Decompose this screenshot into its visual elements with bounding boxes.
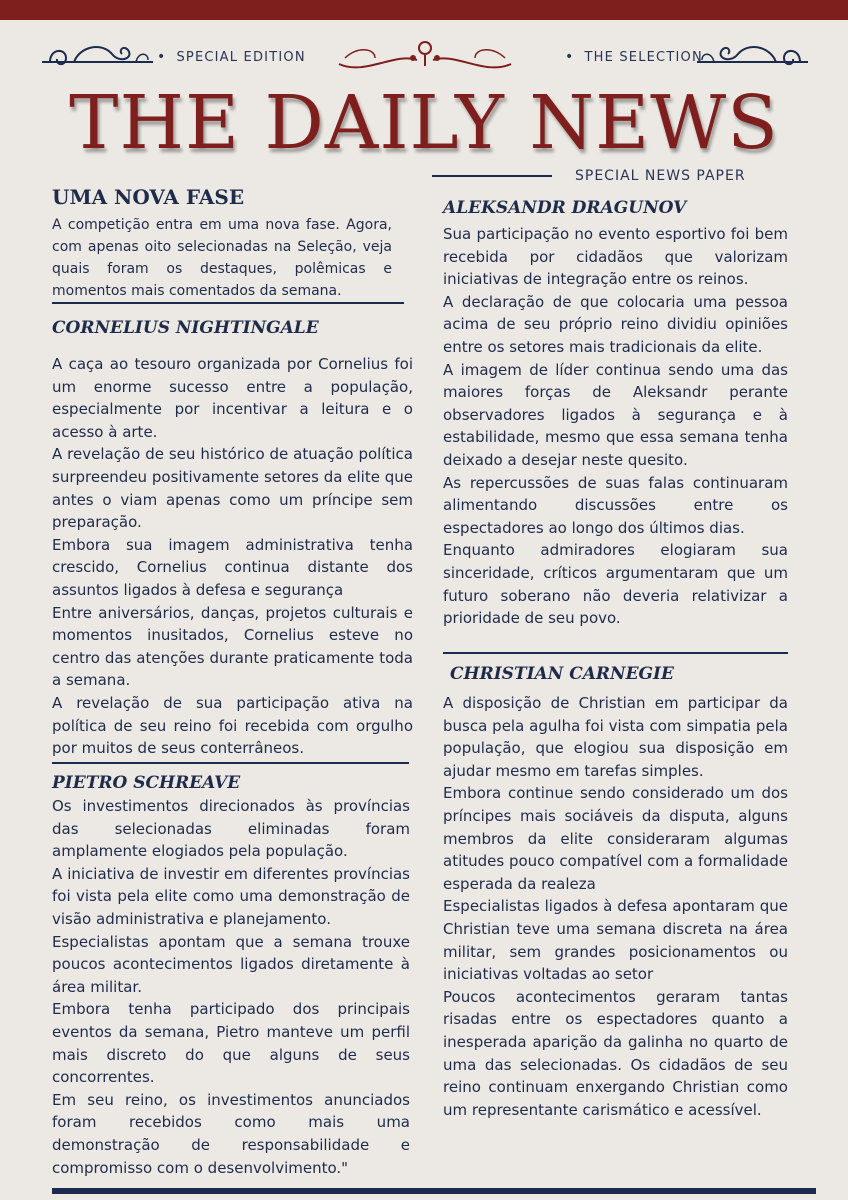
- scroll-ornament-left: [40, 36, 155, 78]
- paragraph: Especialistas ligados à defesa apontaram que Christian teve uma semana discreta na área militar, sem grandes posicionamentos ou iniciativas voltadas ao setor: [443, 897, 788, 984]
- paragraph: A caça ao tesouro organizada por Cornelius foi um enorme sucesso entre a população, especialmente por incentivar a leitura e o acesso à arte.: [52, 355, 413, 441]
- subhead: SPECIAL NEWS PAPER: [575, 168, 746, 184]
- paragraph: A revelação de sua participação ativa na política de seu reino foi recebida com orgulho por muitos de seus conterrâneos.: [52, 693, 413, 758]
- masthead-title: THE DAILY NEWS: [69, 80, 779, 166]
- article-title-pietro: PIETRO SCHREAVE: [52, 773, 241, 793]
- paragraph: Sua participação no evento esportivo foi bem recebida por cidadãos que valorizam iniciativas de integração entre os reinos.: [443, 225, 788, 289]
- article-title-christian: CHRISTIAN CARNEGIE: [450, 664, 674, 684]
- intro-text: A competição entra em uma nova fase. Agora, com apenas oito selecionadas na Seleção, veja quais foram os destaques, polêmicas e momentos mais comentados da semana.: [52, 217, 392, 299]
- paragraph: Embora sua imagem administrativa tenha crescido, Cornelius continua distante dos assuntos ligados à defesa e segurança: [52, 535, 413, 599]
- paragraph: Em seu reino, os investimentos anunciados foram recebidos como mais uma demonstração de responsabilidade e compromisso com o desenvolvimento.": [52, 1090, 410, 1177]
- edition-tag-left: [157, 49, 306, 65]
- paragraph: A disposição de Christian em participar da busca pela agulha foi vista com simpatia pela população, que elogiou sua disposição em ajudar mesmo em tarefas simples.: [443, 694, 788, 780]
- article-body-pietro: [52, 795, 410, 1179]
- top-color-bar: [0, 0, 848, 20]
- article-title-cornelius: CORNELIUS NIGHTINGALE: [52, 318, 319, 338]
- edition-tag-right: [565, 49, 703, 65]
- article-title-aleksandr: ALEKSANDR DRAGUNOV: [443, 198, 687, 218]
- paragraph: Poucos acontecimentos geraram tantas risadas entre os espectadores quanto a inesperada aparição da galinha no quarto de uma das selecionadas. Os cidadãos de seu reino continuam enxergando Christian como um representante carismático e acessível.: [443, 987, 788, 1119]
- scroll-ornament-right: [695, 36, 810, 78]
- paragraph: A imagem de líder continua sendo uma das maiores forças de Aleksandr perante observadores ligados à segurança e à estabilidade, mesmo que essa semana tenha deixado a desejar neste quesito.: [443, 360, 788, 469]
- paragraph: Embora continue sendo considerado um dos príncipes mais sociáveis da disputa, alguns membros da elite consideraram algumas atitudes pouco compatível com a formalidade esperada da realeza: [443, 784, 788, 893]
- divider: [443, 652, 788, 654]
- bullet-icon: •: [565, 49, 575, 65]
- paragraph: Embora tenha participado dos principais eventos da semana, Pietro manteve um perfil mais discreto do que alguns de seus concorrentes.: [52, 1000, 410, 1087]
- paragraph: Enquanto admiradores elogiaram sua sinceridade, críticos argumentaram que um futuro soberano não deveria relativizar a prioridade de seu povo.: [443, 541, 788, 628]
- article-body-aleksandr: [443, 223, 788, 630]
- divider: [52, 302, 404, 304]
- divider: [432, 175, 552, 177]
- paragraph: Os investimentos direcionados às províncias das selecionadas eliminadas foram amplamente elogiados pela população.: [52, 797, 410, 861]
- paragraph: Entre aniversários, danças, projetos culturais e momentos inusitados, Cornelius esteve no centro das atenções durante praticamente toda a semana.: [52, 603, 413, 690]
- paragraph: Especialistas apontam que a semana trouxe poucos acontecimentos ligados diretamente à área militar.: [52, 932, 410, 996]
- article-body-christian: [443, 692, 788, 1121]
- paragraph: As repercussões de suas falas continuaram alimentando discussões entre os espectadores ao longo dos últimos dias.: [443, 473, 788, 537]
- edition-label: THE SELECTION: [584, 50, 703, 65]
- scroll-ornament-center: [335, 36, 515, 78]
- paragraph: A declaração de que colocaria uma pessoa acima de seu próprio reino dividiu opiniões entre os setores mais tradicionais da elite.: [443, 292, 788, 356]
- paragraph: A iniciativa de investir em diferentes províncias foi vista pela elite como uma demonstração de visão administrativa e planejamento.: [52, 864, 410, 928]
- article-body-cornelius: [52, 353, 413, 760]
- edition-label: SPECIAL EDITION: [176, 50, 306, 65]
- bullet-icon: •: [157, 49, 167, 65]
- intro-title: UMA NOVA FASE: [52, 185, 245, 209]
- bottom-rule: [52, 1188, 816, 1194]
- divider: [52, 762, 409, 764]
- paragraph: A revelação de seu histórico de atuação política surpreendeu positivamente setores da elite que antes o viam apenas como um príncipe sem preparação.: [52, 445, 413, 532]
